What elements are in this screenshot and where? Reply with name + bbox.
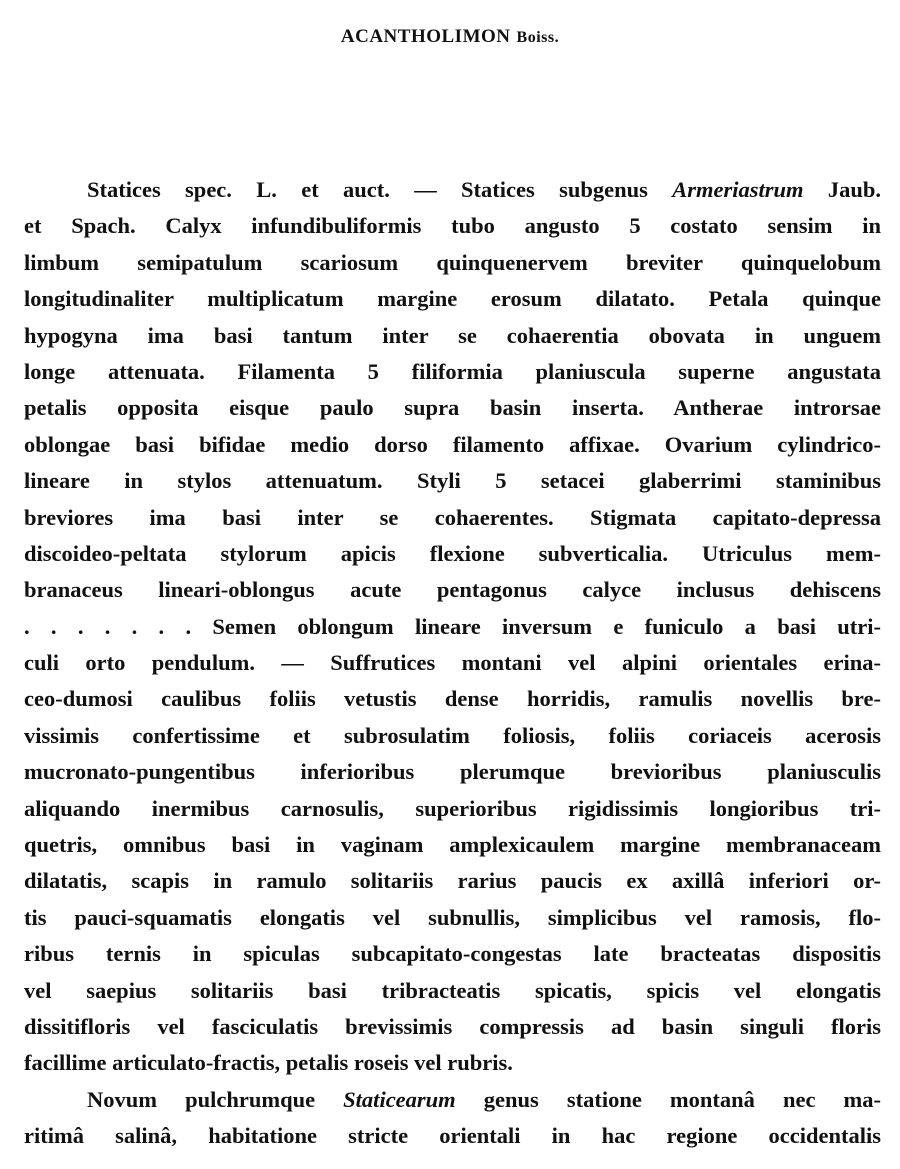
- text-segment: mucronato-pungentibus inferioribus plerumque brevioribus planiusculis: [24, 759, 881, 785]
- text-segment: lineare in stylos attenuatum. Styli 5 setacei glaberrimi staminibus: [24, 468, 881, 494]
- text-line: [24, 609, 881, 645]
- text-line: [24, 427, 881, 463]
- genus-author: Boiss.: [516, 29, 560, 46]
- text-line: [24, 863, 881, 899]
- text-line: [24, 1045, 881, 1081]
- text-line: [24, 681, 881, 717]
- italic-taxon-name: Staticearum: [343, 1086, 456, 1112]
- text-segment: et Spach. Calyx infundibuliformis tubo angusto 5 costato sensim in: [24, 213, 881, 239]
- text-line: [24, 718, 881, 754]
- text-segment: ceo-dumosi caulibus foliis vetustis dense horridis, ramulis novellis bre-: [24, 686, 881, 712]
- text-line: [24, 463, 881, 499]
- text-line: [24, 572, 881, 608]
- text-segment: Jaub.: [803, 177, 882, 202]
- text-line: [24, 281, 881, 317]
- text-segment: longitudinaliter multiplicatum margine erosum dilatato. Petala quinque: [24, 286, 881, 312]
- text-segment: longe attenuata. Filamenta 5 filiformia planiuscula superne angustata: [24, 358, 881, 384]
- text-segment: petalis opposita eisque paulo supra basin inserta. Antherae introrsae: [24, 395, 881, 421]
- text-segment: discoideo-peltata stylorum apicis flexione subverticalia. Utriculus mem-: [24, 540, 881, 566]
- text-segment: culi orto pendulum. — Suffrutices montani vel alpini orientales erina-: [24, 650, 881, 676]
- text-line: [24, 645, 881, 681]
- text-segment: hypogyna ima basi tantum inter se cohaerentia obovata in unguem: [24, 322, 881, 348]
- text-segment: Statices spec. L. et auct. — Statices subgenus: [87, 177, 673, 202]
- text-segment: facillime articulato-fractis, petalis roseis vel rubris.: [24, 1050, 513, 1076]
- text-segment: dissitifloris vel fasciculatis brevissimis compressis ad basin singuli floris: [24, 1013, 881, 1039]
- text-segment: quetris, omnibus basi in vaginam amplexicaulem margine membranaceam: [24, 832, 881, 858]
- text-line: [24, 318, 881, 354]
- text-line: [24, 172, 881, 208]
- page-heading: [0, 26, 900, 48]
- text-line: [24, 754, 881, 790]
- text-segment: vissimis confertissime et subrosulatim foliosis, foliis coriaceis acerosis: [24, 722, 881, 748]
- text-line: [24, 791, 881, 827]
- text-line: [24, 1082, 881, 1118]
- text-line: [24, 208, 881, 244]
- text-line: [24, 1118, 881, 1154]
- text-segment: tis pauci-squamatis elongatis vel subnullis, simplicibus vel ramosis, flo-: [24, 904, 881, 930]
- text-segment: ritimâ salinâ, habitatione stricte orientali in hac regione occidentalis: [24, 1123, 881, 1149]
- text-segment: branaceus lineari-oblongus acute pentagonus calyce inclusus dehiscens: [24, 577, 881, 603]
- text-line: [24, 245, 881, 281]
- text-segment: aliquando inermibus carnosulis, superioribus rigidissimis longioribus tri-: [24, 795, 881, 821]
- italic-taxon-name: Armeriastrum: [672, 177, 804, 202]
- text-segment: . . . . . . . Semen oblongum lineare inversum e funiculo a basi utri-: [24, 613, 881, 639]
- text-segment: breviores ima basi inter se cohaerentes. Stigmata capitato-depressa: [24, 504, 881, 530]
- text-segment: dilatatis, scapis in ramulo solitariis rarius paucis ex axillâ inferiori or-: [24, 868, 881, 894]
- text-segment: vel saepius solitariis basi tribracteatis spicatis, spicis vel elongatis: [24, 977, 881, 1003]
- text-segment: limbum semipatulum scariosum quinquenervem breviter quinquelobum: [24, 249, 881, 275]
- text-segment: genus statione montanâ nec ma-: [455, 1086, 881, 1112]
- genus-name: ACANTHOLIMON: [340, 26, 511, 47]
- text-line: [24, 500, 881, 536]
- text-line: [24, 973, 881, 1009]
- text-line: [24, 900, 881, 936]
- text-line: [24, 390, 881, 426]
- text-segment: ribus ternis in spiculas subcapitato-congestas late bracteatas dispositis: [24, 941, 881, 967]
- text-segment: oblongae basi bifidae medio dorso filamento affixae. Ovarium cylindrico-: [24, 431, 881, 457]
- genus-description: [24, 172, 881, 1155]
- text-segment: Novum pulchrumque: [87, 1086, 344, 1112]
- text-line: [24, 354, 881, 390]
- text-line: [24, 936, 881, 972]
- text-line: [24, 1009, 881, 1045]
- text-line: [24, 536, 881, 572]
- text-line: [24, 827, 881, 863]
